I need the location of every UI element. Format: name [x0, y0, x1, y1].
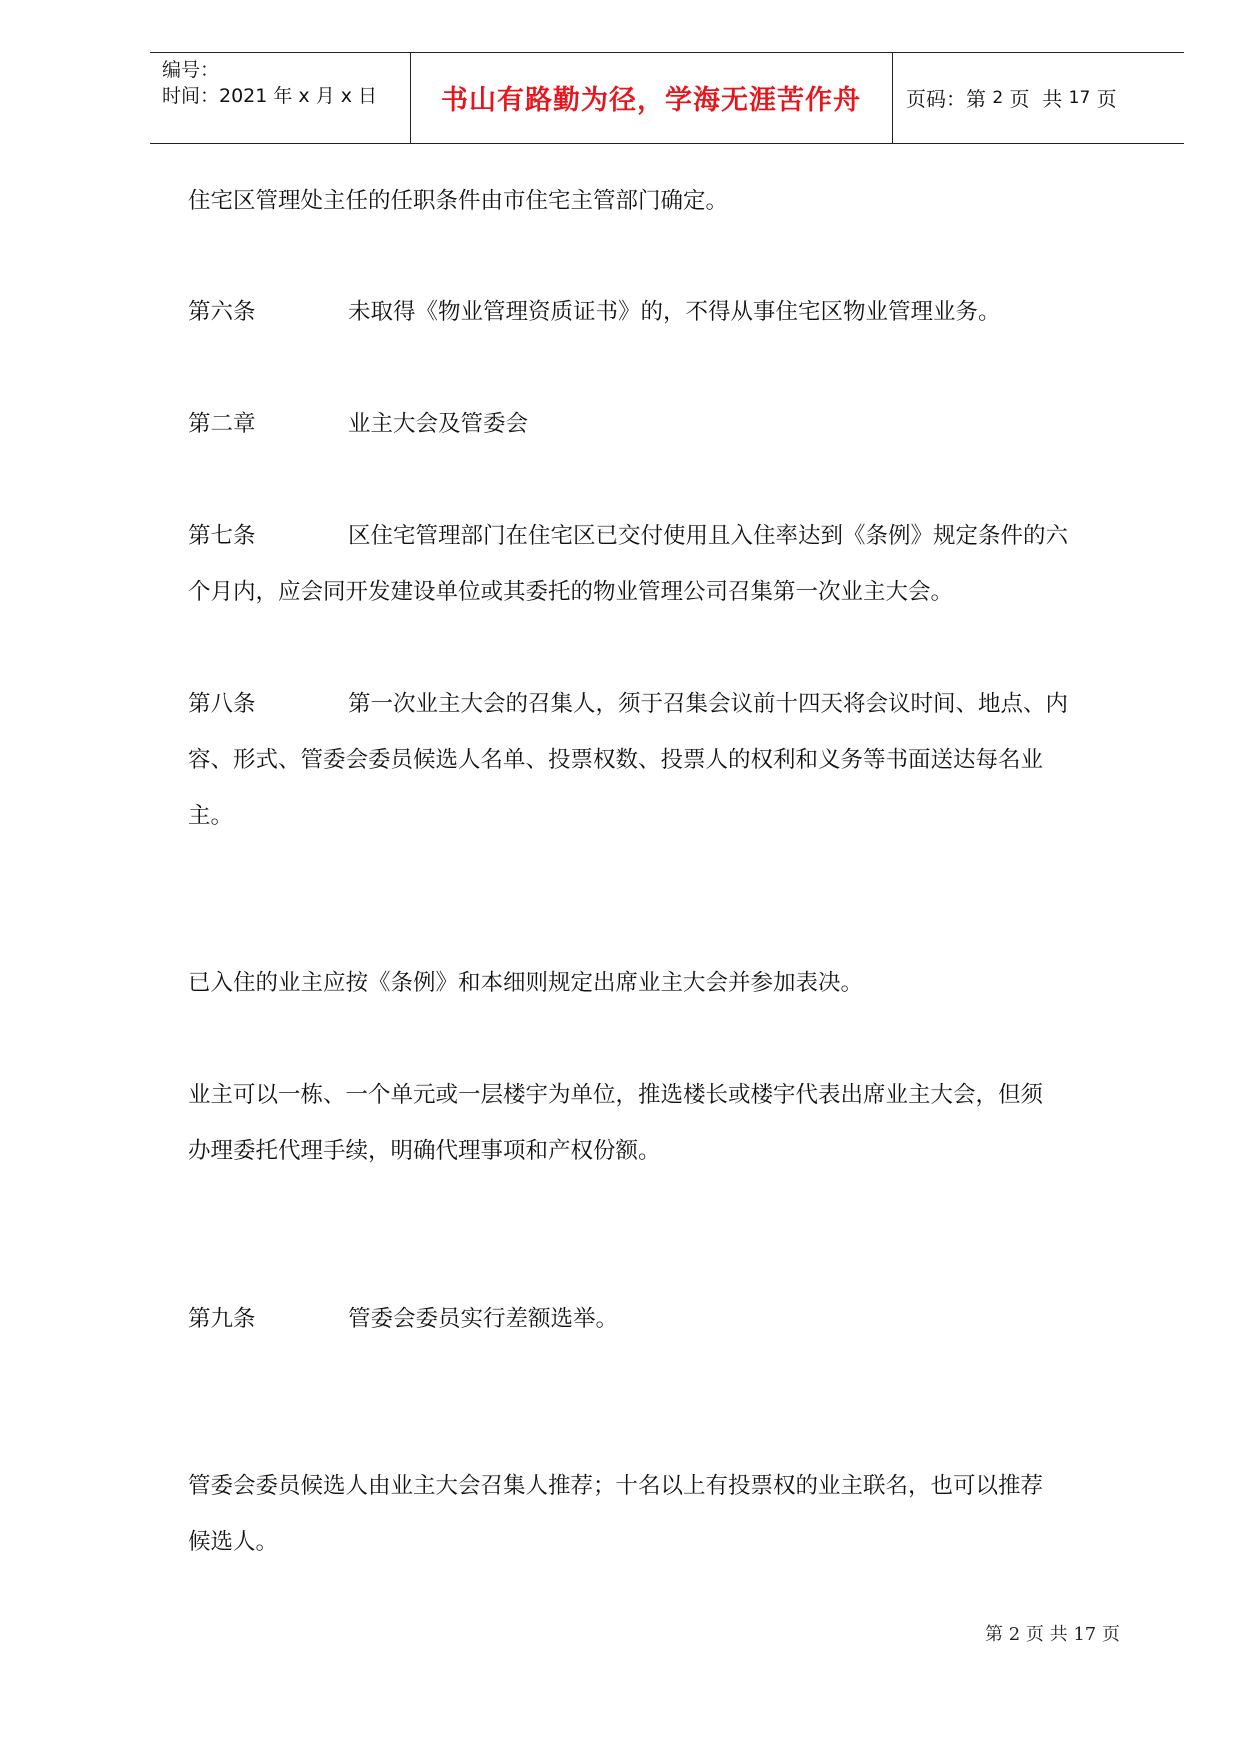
page-header — [150, 52, 1184, 144]
header-motto: 书山有路勤为径，学海无涯苦作舟 — [441, 85, 861, 116]
article-8 — [188, 689, 1068, 719]
page-current: 2 — [992, 87, 1004, 108]
document-time-label: 时间：2021 年 x 月 x 日 — [162, 85, 378, 107]
paragraph-proxy-line-2: 办理委托代理手续，明确代理事项和产权份额。 — [188, 1138, 661, 1164]
page-total: 17 — [1068, 87, 1091, 108]
paragraph-candidates-line-2: 候选人。 — [188, 1529, 279, 1555]
page-footer: 第 2 页 共 17 页 — [985, 1624, 1120, 1645]
paragraph-candidates-line-1: 管委会委员候选人由业主大会召集人推荐；十名以上有投票权的业主联名，也可以推荐 — [188, 1473, 1044, 1499]
article-6-label: 第六条 — [188, 299, 256, 325]
page-mid: 页 共 — [1003, 87, 1069, 111]
chapter-2-label: 第二章 — [188, 411, 256, 437]
header-meta — [162, 57, 407, 109]
article-8-label: 第八条 — [188, 691, 256, 717]
header-divider-right — [892, 53, 893, 143]
article-6-text: 未取得《物业管理资质证书》的，不得从事住宅区物业管理业务。 — [348, 299, 1001, 325]
page-prefix: 页码：第 — [906, 87, 993, 111]
page-suffix: 页 — [1090, 87, 1117, 111]
article-7-line-1: 区住宅管理部门在住宅区已交付使用且入住率达到《条例》规定条件的六 — [348, 523, 1069, 549]
article-7 — [188, 521, 1068, 551]
document-number-label: 编号： — [162, 59, 220, 81]
article-9-text: 管委会委员实行差额选举。 — [348, 1306, 619, 1332]
article-7-label: 第七条 — [188, 523, 256, 549]
paragraph-attendance: 已入住的业主应按《条例》和本细则规定出席业主大会并参加表决。 — [188, 970, 864, 996]
chapter-2-title: 业主大会及管委会 — [348, 411, 529, 437]
article-8-line-2: 容、形式、管委会委员候选人名单、投票权数、投票人的权利和义务等书面送达每名业 — [188, 747, 1044, 773]
article-6 — [188, 297, 1001, 327]
chapter-2 — [188, 409, 528, 439]
article-8-line-3: 主。 — [188, 803, 234, 829]
paragraph-manager-qualification: 住宅区管理处主任的任职条件由市住宅主管部门确定。 — [188, 188, 729, 214]
article-9 — [188, 1304, 618, 1334]
article-9-label: 第九条 — [188, 1306, 256, 1332]
paragraph-proxy-line-1: 业主可以一栋、一个单元或一层楼宇为单位，推选楼长或楼宇代表出席业主大会，但须 — [188, 1082, 1044, 1108]
article-7-line-2: 个月内，应会同开发建设单位或其委托的物业管理公司召集第一次业主大会。 — [188, 579, 954, 605]
article-8-line-1: 第一次业主大会的召集人，须于召集会议前十四天将会议时间、地点、内 — [348, 691, 1069, 717]
header-page-indicator — [906, 53, 1117, 142]
